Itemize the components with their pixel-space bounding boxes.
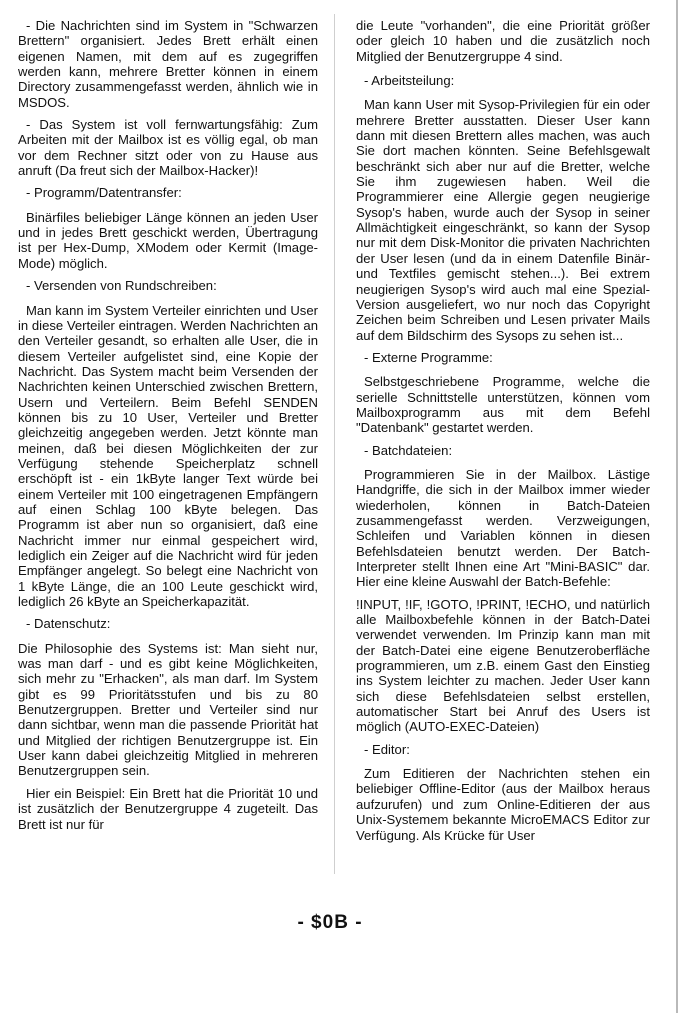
paragraph-continuation: die Leute "vorhanden", die eine Priorität größer oder gleich 10 haben und die zusätzlich noch Mitglied der Benutzergruppe 4 sind. [356, 18, 650, 64]
heading-programm-datentransfer: - Programm/Datentransfer: [26, 185, 182, 201]
paragraph-philosophie: Die Philosophie des Systems ist: Man sieht nur, was man darf - und es gibt keine Möglichkeiten, sich mehr zu "Erhacken", als man darf. Im System gibt es 99 Prioritätsstufen und bis zu 80 Benutzergruppen. Bretter und Verteiler sind nur dann sichtbar, wenn man die passende Priorität hat und Mitglied der richtigen Benutzergruppe ist. Ein User kann dabei gleichzeitig Mitglied in mehreren Benutzergruppen sein. [18, 640, 318, 779]
page-number: - $0B - [297, 912, 363, 933]
heading-datenschutz: - Datenschutz: [26, 616, 111, 632]
heading-rundschreiben: - Versenden von Rundschreiben: [26, 278, 217, 294]
paragraph-sysop-privilegien: Man kann User mit Sysop-Privilegien für ein oder mehrere Bretter ausstatten. Dieser User kann dann mit diesen Brettern alles machen, was auch Sie dort machen könnten. Seine Befehlsgewalt beschränkt sich aber nur auf die Bretter, welche Sie ihm zugewiesen haben. Weil die Programmierer eine Allergie gegen neugierige Sysop's haben, wurde auch der Sysop in seiner Allmächtigkeit eingeschränkt, so kann der Sysop nur mit dem Disk-Monitor die privaten Nachrichten der User lesen (und da in einem Datenfile Binär- und Textfiles gemischt stehen...). Bei extrem neugierigen Sysop's wird auch mal eine Spezial-Version ausgeliefert, wo nur noch das Copyright Zeichen beim Schreiben und Lesen privater Mails auf dem Bildschirm des Sysops zu sehen ist... [356, 97, 650, 343]
heading-externe-programme: - Externe Programme: [364, 349, 493, 365]
paragraph-programmieren: Programmieren Sie in der Mailbox. Lästige Handgriffe, die sich in der Mailbox immer wieder wiederholen, können in Batch-Dateien zusammengefasst werden. Verzweigungen, Schleifen und Variablen können in diesen Befehlsdateien benutzt werden. Der Batch-Interpreter stellt Ihnen eine Art "Mini-BASIC" dar. Hier eine kleine Auswahl der Batch-Befehle: [356, 466, 650, 590]
paragraph-fernwartung: - Das System ist voll fernwartungsfähig: Zum Arbeiten mit der Mailbox ist es völlig egal, ob man vor dem Rechner sitzt oder von zu Hause aus anruft (Da freut sich der Mailbox-Hacker)! [18, 117, 318, 179]
left-column [18, 18, 318, 839]
page-edge-line [676, 0, 678, 1013]
paragraph-batch-befehle: !INPUT, !IF, !GOTO, !PRINT, !ECHO, und natürlich alle Mailboxbefehle können in der Batch-Datei verwendet verwenden. Im Prinzip kann man mit der Batch-Datei eine eigene Benutzeroberfläche programmieren, um z.B. einem Gast den Einstieg ins System leichter zu machen. Jeder User kann sich diese Befehlsdateien selbst erstellen, automatischer Start bei Anruf des Users ist möglich (AUTO-EXEC-Dateien) [356, 596, 650, 735]
paragraph-verteiler: Man kann im System Verteiler einrichten und User in diese Verteiler eintragen. Werden Nachrichten an den Verteiler gesandt, so erhalten alle User, die in diesem Verteiler aufgelistet sind, eine Kopie der Nachricht. Das System macht beim Versenden der Nachrichten keinen Unterschied zwischen Brettern, Usern und Verteilern. Beim Befehl SENDEN können bis zu 10 User, Verteiler und Bretter gleichzeitig angegeben werden. Jetzt könnte man meinen, daß bei diesen Möglichkeiten der zur Verfügung stehende Speicherplatz schnell erschöpft ist - ein 1kByte langer Text würde bei einem Verteiler mit 100 eingetragenen Empfängern auf einen Schlag 100 kByte belegen. Das Programm ist aber nun so organisiert, daß eine Nachricht immer nur einmal gespeichert wird, lediglich ein Zeiger auf die Nachricht wird für jeden Empfänger angelegt. So belegt eine Nachricht von 1 kByte Länge, die an 100 Leute geschickt wird, lediglich 26 kByte an Speicherkapazität. [18, 302, 318, 610]
paragraph-binaerfiles: Binärfiles beliebiger Länge können an jeden User und in jedes Brett geschickt werden, Übertragung ist per Hex-Dump, XModem oder Kermit (Image-Mode) möglich. [18, 209, 318, 271]
heading-batchdateien: - Batchdateien: [364, 442, 453, 458]
paragraph-editieren: Zum Editieren der Nachrichten stehen ein beliebiger Offline-Editor (aus der Mailbox heraus aufzurufen) und zum Online-Editieren der aus Unix-Systemem bekannte MicroEMACS Editor zur Verfügung. Als Krücke für User [356, 766, 650, 843]
heading-editor: - Editor: [364, 741, 410, 757]
column-divider [334, 14, 335, 874]
paragraph-selbstgeschrieben: Selbstgeschriebene Programme, welche die serielle Schnittstelle unterstützen, können vom Mailboxprogramm aus mit dem Befehl "Datenbank" gestartet werden. [356, 374, 650, 436]
paragraph-beispiel: Hier ein Beispiel: Ein Brett hat die Priorität 10 und ist zusätzlich der Benutzergruppe 4 zugeteilt. Das Brett ist nur für [18, 785, 318, 832]
right-column [356, 18, 650, 850]
paragraph-schwarze-bretter: - Die Nachrichten sind im System in "Schwarzen Brettern" organisiert. Jedes Brett erhält einen eigenen Namen, mit dem auf es zugegriffen werden kann, mehrere Bretter können in einem Directory zusammengefasst werden, ähnlich wie in MSDOS. [18, 18, 318, 110]
heading-arbeitsteilung: - Arbeitsteilung: [364, 73, 455, 89]
